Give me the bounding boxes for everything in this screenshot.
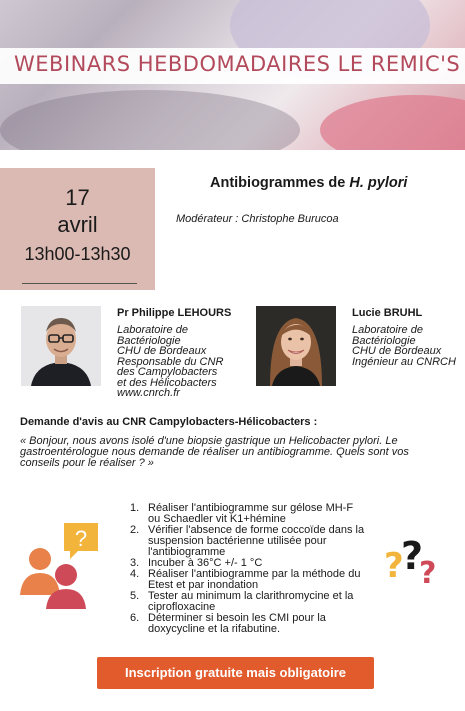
affiliation-line: CHU de Bordeaux bbox=[352, 345, 442, 357]
date-day: 17 bbox=[65, 185, 90, 210]
step-item: 4. Réaliser l'antibiogramme par la méthode du Etest et par inondation bbox=[130, 568, 361, 591]
step-item: 3. Incuber à 36°C +/- 1 °C bbox=[130, 557, 263, 569]
question-marks-icon bbox=[382, 533, 442, 588]
date-time: 13h00-13h30 bbox=[24, 244, 131, 264]
affiliation-line: et des Hélicobacters bbox=[117, 376, 217, 389]
webinar-title-main: Antibiogrammes de bbox=[210, 175, 350, 191]
svg-text:?: ? bbox=[384, 546, 404, 586]
banner-shadow bbox=[0, 90, 300, 150]
speaker-affiliation-lehours bbox=[117, 325, 223, 399]
step-item: 6. Déterminer si besoin les CMI pour la doxycycline et la rifabutine. bbox=[130, 612, 326, 635]
affiliation-line: Laboratoire de bbox=[117, 324, 188, 336]
affiliation-line: Responsable du CNR bbox=[117, 355, 224, 368]
speaker-website-link[interactable]: www.cnrch.fr bbox=[117, 387, 180, 399]
svg-text:?: ? bbox=[419, 556, 437, 588]
affiliation-line: Bactériologie bbox=[352, 334, 416, 347]
banner-petri-dish bbox=[320, 95, 465, 150]
step-item: 5. Tester au minimum la clarithromycine et la ciprofloxacine bbox=[130, 590, 354, 613]
affiliation-line: CHU de Bordeaux bbox=[117, 345, 207, 357]
step-item: 1. Réaliser l'antibiogramme sur gélose MH-F ou Schaedler vit K1+hémine bbox=[130, 502, 354, 525]
moderator: Modérateur : Christophe Burucoa bbox=[176, 213, 339, 225]
svg-text:?: ? bbox=[401, 534, 424, 578]
speaker-photo-bruhl bbox=[256, 306, 336, 386]
people-question-icon bbox=[18, 515, 103, 610]
speaker-name-lehours: Pr Philippe LEHOURS bbox=[117, 307, 232, 319]
request-quote: « Bonjour, nous avons isolé d'une biopsie gastrique un Helicobacter pylori. Le gastroentérologue nous demande de réaliser un antibiogramme. Quels sont vos conseils pour le réaliser ? » bbox=[20, 435, 409, 469]
svg-text:?: ? bbox=[74, 526, 88, 551]
register-button[interactable]: Inscription gratuite mais obligatoire bbox=[97, 657, 374, 689]
banner-title: WEBINARS HEBDOMADAIRES LE REMIC'S bbox=[14, 52, 461, 76]
date-month: avril bbox=[57, 212, 98, 237]
date-divider bbox=[22, 283, 137, 284]
speaker-name-bruhl: Lucie BRUHL bbox=[352, 307, 423, 319]
step-item: 2. Vérifier l'absence de forme coccoïde dans la suspension bactérienne utilisée pour l'antibiogramme bbox=[130, 524, 365, 558]
speaker-photo-lehours bbox=[21, 306, 101, 386]
request-title: Demande d'avis au CNR Campylobacters-Hélicobacters : bbox=[20, 416, 318, 428]
affiliation-line: Laboratoire de bbox=[352, 324, 423, 336]
webinar-title-species: H. pylori bbox=[349, 175, 408, 191]
header-banner bbox=[0, 0, 465, 150]
webinar-title bbox=[210, 175, 407, 191]
affiliation-line: des Campylobacters bbox=[117, 366, 218, 378]
speaker-affiliation-bruhl bbox=[352, 325, 456, 367]
affiliation-line: Ingénieur au CNRCH bbox=[352, 355, 456, 368]
date-box bbox=[0, 168, 155, 290]
steps-list bbox=[130, 503, 365, 635]
affiliation-line: Bactériologie bbox=[117, 334, 181, 347]
